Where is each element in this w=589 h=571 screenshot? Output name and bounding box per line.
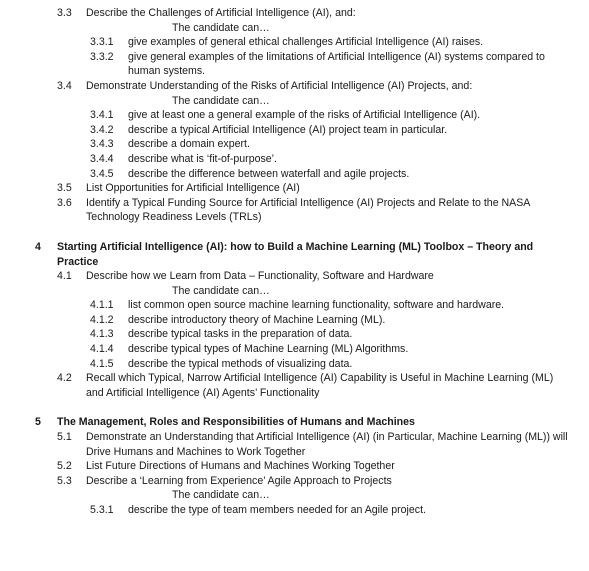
item-text: Starting Artificial Intelligence (AI): how to Build a Machine Learning (ML) Toolbox – Theory and Practice <box>57 240 534 268</box>
section-gap <box>0 400 589 415</box>
item-number: 3.4 <box>57 79 72 92</box>
item-number: 4.2 <box>57 372 72 385</box>
objective-item <box>0 430 589 459</box>
item-number: 4.1.3 <box>90 328 114 341</box>
sub-objective-item <box>0 152 589 167</box>
item-text: describe introductory theory of Machine Learning (ML). <box>128 313 386 326</box>
item-text: The Management, Roles and Responsibilities of Humans and Machines <box>57 416 415 429</box>
objective-item <box>0 181 589 196</box>
item-number: 3.3.1 <box>90 36 114 49</box>
section-gap <box>0 225 589 240</box>
item-number: 4.1.1 <box>90 299 114 312</box>
item-text: describe a typical Artificial Intelligence (AI) project team in particular. <box>128 123 448 136</box>
item-number: 3.3 <box>57 7 72 19</box>
sub-objective-item <box>0 108 589 123</box>
objective-item <box>0 79 589 94</box>
item-text: describe the type of team members needed for an Agile project. <box>128 504 426 516</box>
sub-objective-item <box>0 167 589 182</box>
objective-item <box>0 6 589 21</box>
item-text: give general examples of the limitations of Artificial Intelligence (AI) systems compared to human systems. <box>128 50 545 78</box>
intro-text: The candidate can… <box>172 284 270 297</box>
objective-item <box>0 371 589 400</box>
item-text: Demonstrate Understanding of the Risks of Artificial Intelligence (AI) Projects, and: <box>86 79 473 92</box>
item-number: 5.3 <box>57 474 72 487</box>
item-text: give examples of general ethical challenges Artificial Intelligence (AI) raises. <box>128 36 484 49</box>
item-text: Describe the Challenges of Artificial Intelligence (AI), and: <box>86 7 356 19</box>
candidate-intro <box>86 94 589 109</box>
item-number: 4.1.2 <box>90 313 114 326</box>
sub-objective-item <box>0 298 589 313</box>
item-text: Describe how we Learn from Data – Functionality, Software and Hardware <box>86 270 434 283</box>
item-number: 4.1.4 <box>90 343 114 356</box>
item-text: Demonstrate an Understanding that Artificial Intelligence (AI) (in Particular, Machine Learning (ML)) will Drive Humans and Machines to Work Together <box>86 431 568 458</box>
item-number: 4.1 <box>57 270 72 283</box>
sub-objective-item <box>0 123 589 138</box>
item-number: 3.6 <box>57 196 72 209</box>
item-text: describe typical tasks in the preparation of data. <box>128 328 353 341</box>
intro-text: The candidate can… <box>172 94 270 107</box>
item-text: List Future Directions of Humans and Machines Working Together <box>86 460 395 473</box>
item-number: 5 <box>35 416 41 429</box>
candidate-intro <box>86 488 589 503</box>
document-page <box>0 6 589 518</box>
objective-item <box>0 459 589 474</box>
sub-objective-item <box>0 313 589 328</box>
sub-objective-item <box>0 137 589 152</box>
item-number: 5.3.1 <box>90 504 114 516</box>
item-number: 5.1 <box>57 431 72 444</box>
item-number: 3.4.2 <box>90 123 114 136</box>
sub-objective-item <box>0 50 589 79</box>
section-heading <box>0 415 589 430</box>
item-text: Recall which Typical, Narrow Artificial Intelligence (AI) Capability is Useful in Machine Learning (ML) and Artificial Intelligence (AI) Agents’ Functionality <box>86 372 554 399</box>
objective-item <box>0 196 589 225</box>
sub-objective-item <box>0 35 589 50</box>
item-number: 4.1.5 <box>90 357 114 370</box>
item-text: describe the difference between waterfall and agile projects. <box>128 167 410 180</box>
item-number: 3.5 <box>57 182 72 195</box>
candidate-intro <box>86 284 589 299</box>
objective-item <box>0 269 589 284</box>
intro-text: The candidate can… <box>172 489 270 502</box>
intro-text: The candidate can… <box>172 21 270 34</box>
item-text: describe typical types of Machine Learning (ML) Algorithms. <box>128 343 409 356</box>
item-text: list common open source machine learning functionality, software and hardware. <box>128 299 505 312</box>
item-number: 4 <box>35 240 41 253</box>
item-text: List Opportunities for Artificial Intelligence (AI) <box>86 182 300 195</box>
item-text: describe what is ‘fit-of-purpose’. <box>128 152 277 165</box>
item-number: 3.4.4 <box>90 152 114 165</box>
candidate-intro <box>86 21 589 36</box>
item-text: give at least one a general example of the risks of Artificial Intelligence (AI). <box>128 109 481 122</box>
objective-item <box>0 474 589 489</box>
section-heading <box>0 240 589 269</box>
item-number: 3.4.1 <box>90 109 114 122</box>
item-text: Describe a ‘Learning from Experience’ Agile Approach to Projects <box>86 474 392 487</box>
sub-objective-item <box>0 327 589 342</box>
sub-objective-item <box>0 503 589 518</box>
item-number: 3.4.5 <box>90 167 114 180</box>
item-number: 3.3.2 <box>90 50 114 63</box>
item-text: describe the typical methods of visualizing data. <box>128 357 353 370</box>
sub-objective-item <box>0 342 589 357</box>
item-text: Identify a Typical Funding Source for Artificial Intelligence (AI) Projects and Relate to the NASA Technology Readiness Levels (TRLs) <box>86 196 530 224</box>
item-text: describe a domain expert. <box>128 138 250 151</box>
sub-objective-item <box>0 357 589 372</box>
item-number: 3.4.3 <box>90 138 114 151</box>
item-number: 5.2 <box>57 460 72 473</box>
